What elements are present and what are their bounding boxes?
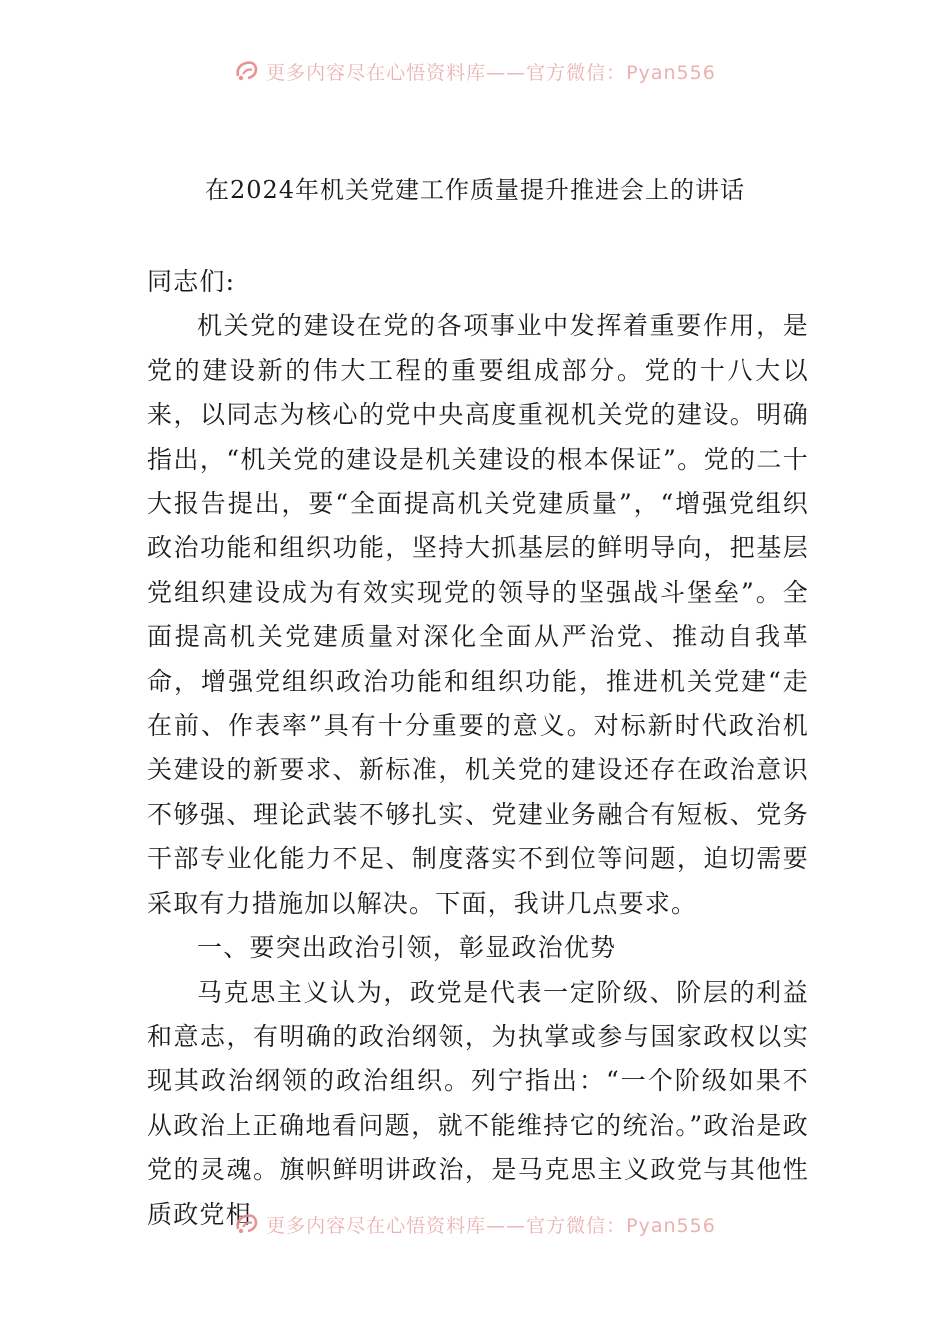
watermark-text: 更多内容尽在心悟资料库——官方微信：Pyan556	[266, 1214, 716, 1237]
watermark-logo-icon	[234, 1211, 260, 1237]
header-watermark	[0, 56, 950, 86]
salutation: 同志们:	[147, 267, 236, 296]
paragraph: 机关党的建设在党的各项事业中发挥着重要作用，是党的建设新的伟大工程的重要组成部分。党的十八大以来，以同志为核心的党中央高度重视机关党的建设。明确指出，“机关党的建设是机关建设的根本保证”。党的二十大报告提出，要“全面提高机关党建质量”，“增强党组织政治功能和组织功能，坚持大抓基层的鲜明导向，把基层党组织建设成为有效实现党的领导的坚强战斗堡垒”。全面提高机关党建质量对深化全面从严治党、推动自我革命，增强党组织政治功能和组织功能，推进机关党建“走在前、作表率”具有十分重要的意义。对标新时代政治机关建设的新要求、新标准，机关党的建设还存在政治意识不够强、理论武装不够扎实、党建业务融合有短板、党务干部专业化能力不足、制度落实不到位等问题，迫切需要采取有力措施加以解决。下面，我讲几点要求。	[147, 311, 809, 918]
document-title: 在2024年机关党建工作质量提升推进会上的讲话	[204, 176, 746, 204]
paragraph: 马克思主义认为，政党是代表一定阶级、阶层的利益和意志，有明确的政治纲领，为执掌或参与国家政权以实现其政治纲领的政治组织。列宁指出：“一个阶级如果不从政治上正确地看问题，就不能维持它的统治。”政治是政党的灵魂。旗帜鲜明讲政治，是马克思主义政党与其他性质政党相	[147, 977, 809, 1229]
watermark-text: 更多内容尽在心悟资料库——官方微信：Pyan556	[266, 61, 716, 84]
section-heading: 一、要突出政治引领，彰显政治优势	[197, 933, 617, 963]
footer-watermark	[0, 1209, 950, 1239]
watermark-logo-icon	[234, 58, 260, 84]
document-body	[147, 260, 809, 1237]
